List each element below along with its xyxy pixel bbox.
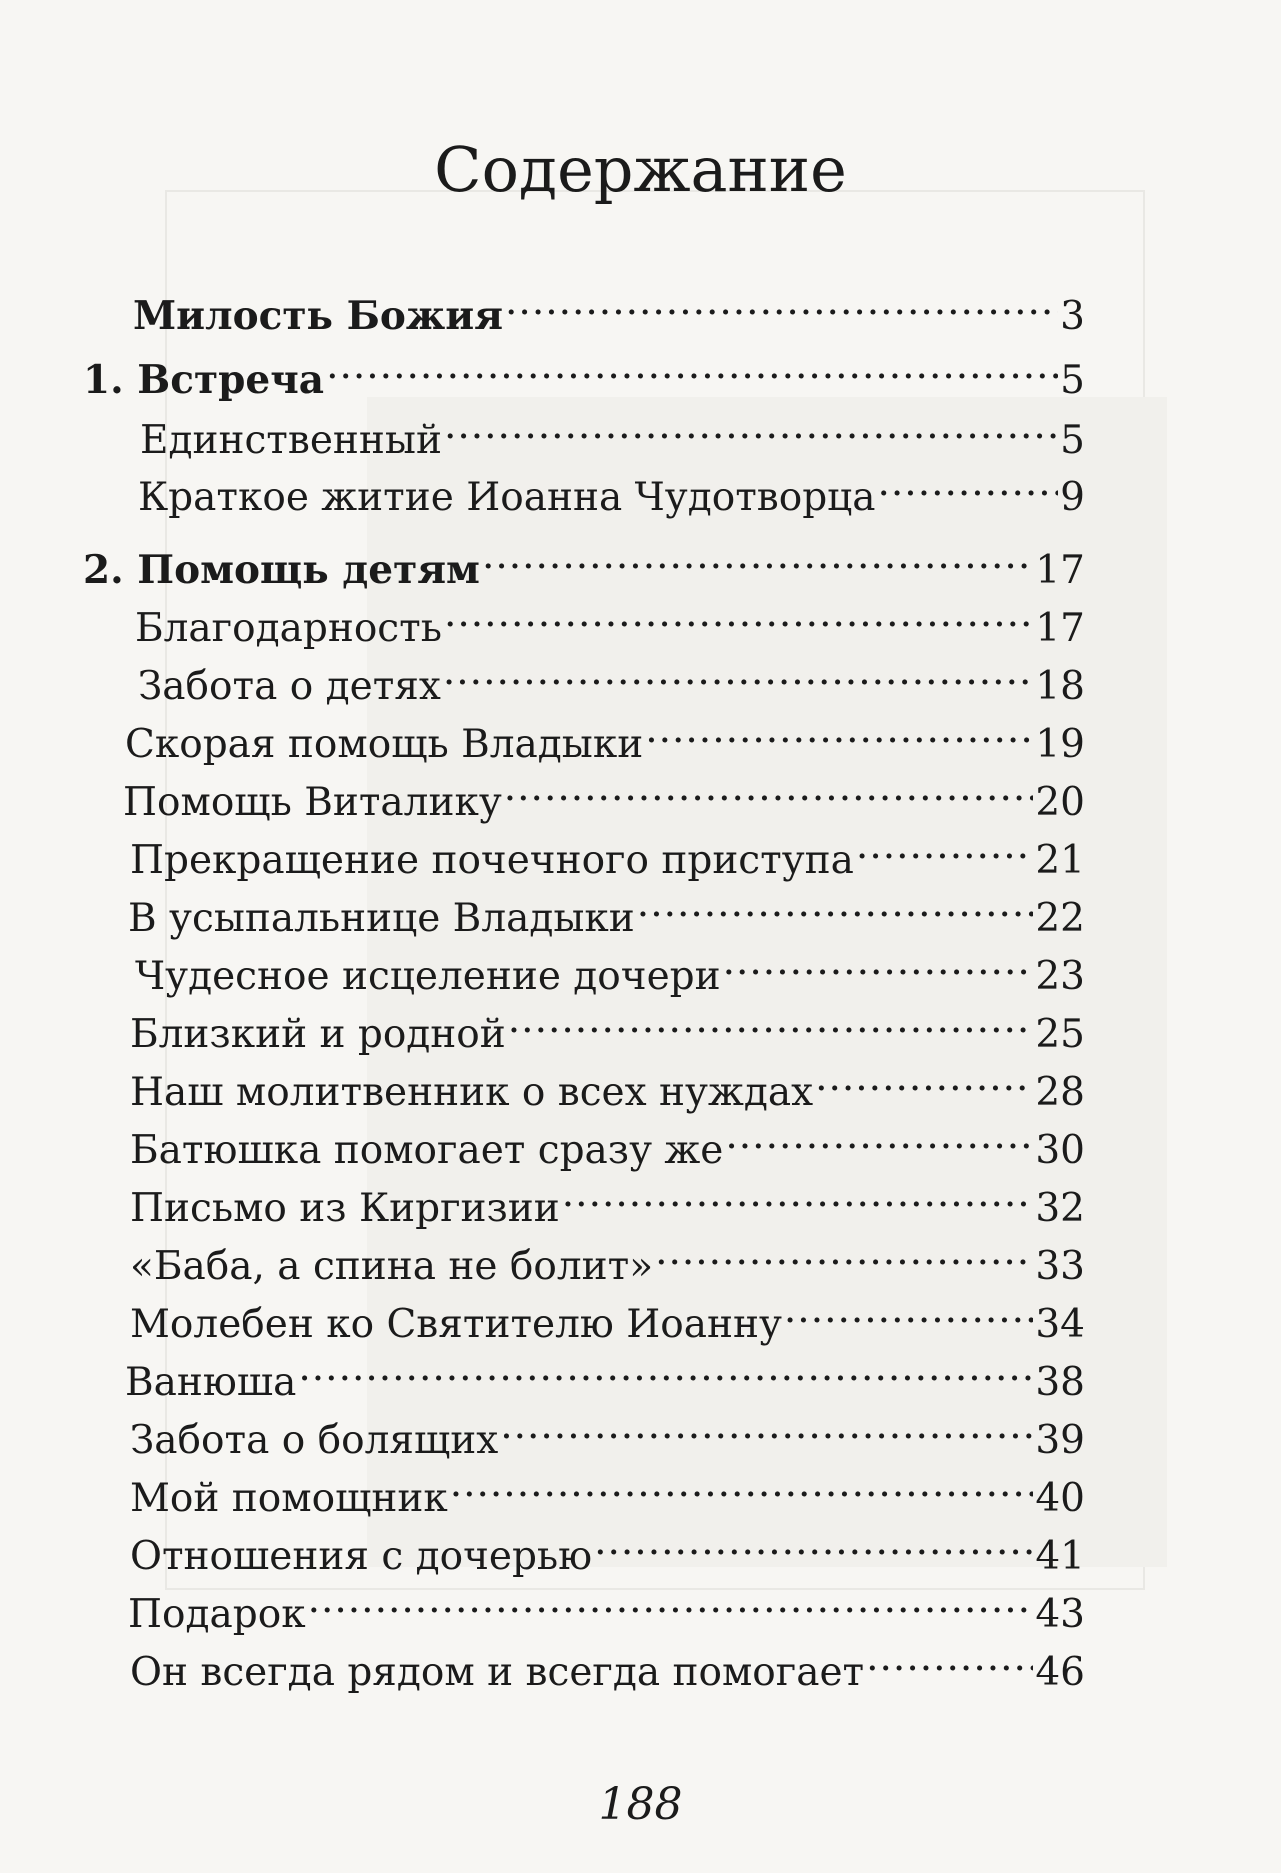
toc-leader-dots (878, 456, 1059, 510)
toc-entry-title: «Баба, а спина не болит» (130, 1244, 654, 1289)
toc-leader-dots (444, 399, 1058, 453)
page-number: 188 (598, 1779, 683, 1830)
toc-entry-title: Молебен ко Святителю Иоанну (130, 1302, 782, 1347)
toc-entry-page: 19 (1035, 722, 1085, 767)
toc-leader-dots (655, 1225, 1033, 1279)
toc-entry-title: В усыпальнице Владыки (128, 896, 635, 941)
toc-entry-page: 25 (1035, 1012, 1085, 1057)
toc-leader-dots (504, 761, 1034, 815)
toc-entry-title: Благодарность (135, 606, 442, 651)
toc-entry (130, 1631, 1085, 1695)
toc-entry-page: 34 (1035, 1302, 1085, 1347)
toc-leader-dots (505, 275, 1058, 329)
toc-entry-page: 38 (1035, 1360, 1085, 1405)
toc-leader-dots (725, 1109, 1033, 1163)
toc-entry-title: Милость Божия (133, 293, 504, 339)
toc-entry-page: 30 (1035, 1128, 1085, 1173)
toc-entry (130, 1167, 1085, 1231)
toc-entry-title: Помощь Виталику (123, 780, 502, 825)
toc-entry-page: 9 (1060, 475, 1085, 520)
toc-entry-page: 33 (1035, 1244, 1085, 1289)
toc-leader-dots (444, 587, 1033, 641)
toc-entry-title: Прекращение почечного приступа (130, 838, 854, 883)
toc-entry-title: Забота о детях (138, 664, 441, 709)
toc-leader-dots (866, 1631, 1033, 1685)
toc-entry-page: 41 (1035, 1534, 1085, 1579)
toc-entry-page: 17 (1035, 606, 1085, 651)
toc-entry-title: 2. Помощь детям (83, 547, 480, 593)
toc-leader-dots (298, 1341, 1033, 1395)
toc-entry (125, 1341, 1085, 1405)
toc-entry (130, 1283, 1085, 1347)
toc-entry (135, 935, 1085, 999)
toc-leader-dots (326, 339, 1058, 393)
toc-entry-page: 32 (1035, 1186, 1085, 1231)
toc-entry (128, 877, 1085, 941)
toc-entry-title: Подарок (128, 1592, 306, 1637)
toc-entry-title: Наш молитвенник о всех нуждах (130, 1070, 814, 1115)
toc-entry-page: 3 (1060, 294, 1085, 339)
toc-leader-dots (645, 703, 1033, 757)
toc-leader-dots (637, 877, 1034, 931)
toc-leader-dots (815, 1051, 1033, 1105)
page-title: Содержание (434, 133, 847, 206)
toc-entry-page: 21 (1035, 838, 1085, 883)
toc-entry-page: 28 (1035, 1070, 1085, 1115)
toc-leader-dots (562, 1167, 1034, 1221)
toc-entry (130, 1515, 1085, 1579)
toc-entry-title: Письмо из Киргизии (130, 1186, 560, 1231)
toc-entry-title: Скорая помощь Владыки (125, 722, 644, 767)
toc-entry (128, 1573, 1085, 1637)
toc-entry (83, 529, 1085, 593)
toc-entry-page: 40 (1035, 1476, 1085, 1521)
toc-entry (130, 1109, 1085, 1173)
toc-entry (133, 275, 1085, 339)
toc-entry-page: 39 (1035, 1418, 1085, 1463)
toc-leader-dots (856, 819, 1033, 873)
toc-entry (123, 761, 1085, 825)
toc-entry (138, 645, 1085, 709)
toc-entry-page: 18 (1035, 664, 1085, 709)
toc-entry-title: Ванюша (125, 1360, 297, 1405)
toc-entry-title: Забота о болящих (130, 1418, 499, 1463)
toc-entry-title: Краткое житие Иоанна Чудотворца (138, 475, 876, 520)
toc-entry (130, 819, 1085, 883)
toc-entry (135, 587, 1085, 651)
toc-leader-dots (500, 1399, 1033, 1453)
toc-entry-title: Чудесное исцеление дочери (135, 954, 721, 999)
toc-leader-dots (784, 1283, 1033, 1337)
toc-entry (130, 1399, 1085, 1463)
toc-entry-page: 22 (1035, 896, 1085, 941)
toc-entry (130, 1457, 1085, 1521)
toc-entry (140, 399, 1085, 463)
toc-entry-page: 46 (1035, 1650, 1085, 1695)
toc-entry (130, 1225, 1085, 1289)
toc-entry (125, 703, 1085, 767)
toc-entry-page: 20 (1035, 780, 1085, 825)
toc-entry (83, 339, 1085, 403)
toc-entry-page: 17 (1035, 548, 1085, 593)
toc-entry-title: Близкий и родной (130, 1012, 506, 1057)
toc-entry-title: Единственный (140, 418, 442, 463)
toc-entry-title: 1. Встреча (83, 357, 325, 403)
toc-leader-dots (450, 1457, 1034, 1511)
toc-entry-page: 5 (1060, 358, 1085, 403)
toc-entry (138, 456, 1085, 520)
toc-entry-title: Мой помощник (130, 1476, 448, 1521)
toc-leader-dots (723, 935, 1034, 989)
toc-leader-dots (443, 645, 1033, 699)
toc-entry-title: Он всегда рядом и всегда помогает (130, 1650, 865, 1695)
toc-entry (130, 1051, 1085, 1115)
toc-entry-page: 23 (1035, 954, 1085, 999)
toc-leader-dots (508, 993, 1034, 1047)
toc-entry-page: 43 (1035, 1592, 1085, 1637)
toc-entry-title: Отношения с дочерью (130, 1534, 593, 1579)
toc-entry-title: Батюшка помогает сразу же (130, 1128, 724, 1173)
toc-leader-dots (308, 1573, 1034, 1627)
toc-entry-page: 5 (1060, 418, 1085, 463)
toc-leader-dots (482, 529, 1033, 583)
toc-entry (130, 993, 1085, 1057)
toc-leader-dots (594, 1515, 1033, 1569)
